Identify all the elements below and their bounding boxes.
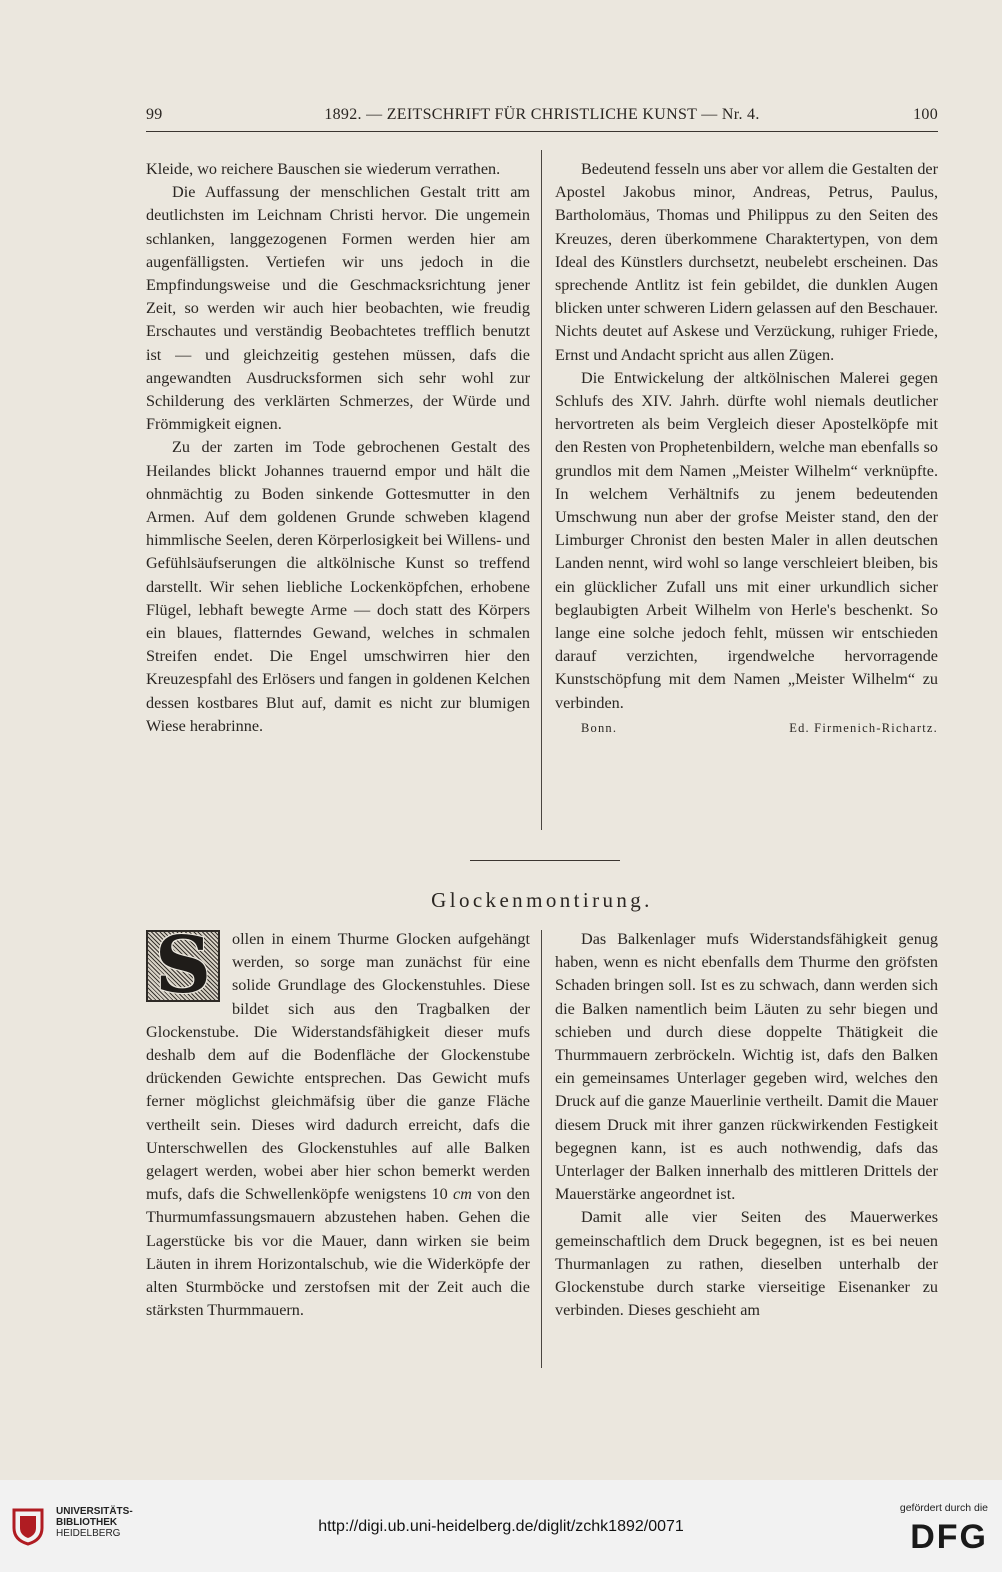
funding-note: gefördert durch die [899, 1502, 988, 1514]
signature-place: Bonn. [581, 720, 618, 735]
article2-column-right [555, 928, 938, 1322]
paragraph: Zu der zarten im Tode gebrochenen Gestalt des Heilandes blickt Johannes trauernd empor und hält die ohnmächtig zu Boden sinkende Gottesmutter in den Armen. Auf dem goldenen Grunde schweben klagend himmlische Seelen, deren Körperlosigkeit bei Willens- und Gefühlsäufserungen die altkölnische Kunst so treffend darstellt. Wir sehen liebliche Lockenköpfchen, erhobene Flügel, lebhaft bewegte Arme — doch statt des Körpers ein blaues, flatterndes Gewand, welches in schmalen Streifen endet. Die Engel umschwirren hier den Kreuzespfahl des Erlösers und fangen in goldenen Kelchen dessen kostbares Blut auf, damit es nicht zur blumigen Wiese herabrinne. [146, 438, 530, 735]
article-title: Glockenmontirung. [431, 888, 653, 912]
decorated-initial-icon [146, 920, 220, 1011]
digitization-footer [0, 1480, 1002, 1572]
signature-line [555, 717, 938, 740]
paragraph [146, 920, 531, 1322]
article1-column-left [146, 158, 530, 738]
signature-author: Ed. Firmenich-Richartz. [789, 720, 938, 735]
permalink[interactable]: http://digi.ub.uni-heidelberg.de/diglit/zchk1892/0071 [318, 1518, 684, 1535]
column-divider [541, 150, 542, 830]
article1-column-right [555, 158, 938, 740]
running-header [146, 106, 938, 130]
initial-letter: S [154, 920, 212, 1011]
article2-column-left [146, 920, 531, 1322]
paragraph: Das Balkenlager mufs Widerstandsfähigkeit genug haben, wenn es nicht ebenfalls dem Thurme den gröfsten Schaden bringen soll. Ist es zu schwach, dann werden sich die Balken namentlich beim Läuten zu sehr biegen und schieben und durch diese doppelte Thätigkeit die Thurmmauern zerbröckeln. Wichtig ist, dafs den Balken ein gemeinsames Unterlager gegeben wird, welches den Druck auf die ganze Mauerlinie vertheilt. Damit die Mauer diesem Druck mit ihrer ganzen rückwirkenden Festigkeit begegnen kann, ist es auch nothwendig, dafs das Unterlager der Balken innerhalb des mittleren Drittels der Mauerstärke angeordnet ist. [555, 930, 938, 1204]
paragraph: Bedeutend fesseln uns aber vor allem die Gestalten der Apostel Jakobus minor, Andreas, Petrus, Paulus, Bartholomäus, Thomas und Philippus zu den Seiten des Kreuzes, deren überkommene Charaktertypen, von dem Ideal des Künstlers durchsetzt, neubelebt erscheinen. Das sprechende Antlitz ist fein gebildet, die dunklen Augen blicken unter schweren Lidern gelassen auf den Beschauer. Nichts deutet auf Askese und Verzückung, ruhiger Friede, Ernst und Andacht spricht aus allen Zügen. [555, 160, 938, 364]
journal-title: 1892. — ZEITSCHRIFT FÜR CHRISTLICHE KUNST — Nr. 4. [324, 106, 760, 123]
dfg-logo-icon: DFG [910, 1518, 988, 1556]
page-number-left: 99 [146, 106, 163, 123]
unit: cm [453, 1185, 472, 1204]
paragraph-text: ollen in einem Thurme Glocken aufgehängt werden, so sorge man zunächst für eine solide Grundlage des Glockenstuhles. Diese bildet sich aus den Tragbalken der Glockenstube. Die Widerstandsfähigkeit dieser mufs deshalb dem auf die Bodenfläche der Glockenstube drückenden Gewichte entsprechen. Das Gewicht mufs ferner möglichst gleichmäfsig über die ganze Fläche vertheilt sein. Dieses wird dadurch erreicht, dafs die Unterschwellen des Glockenstuhles auf alle Balken gelagert werden, wobei aber hier schon bemerkt werden mufs, dafs die Schwellenköpfe wenigstens 10 [146, 930, 530, 1204]
header-rule [146, 131, 938, 132]
paragraph: Die Entwickelung der altkölnischen Malerei gegen Schlufs des XIV. Jahrh. dürfte wohl niemals deutlicher hervortreten als beim Vergleich dieser Apostelköpfe mit den Resten von Prophetenbildern, welche man ebenfalls so grundlos mit dem Namen „Meister Wilhelm“ verknüpfte. In welchem Verhältnifs zu jenem bedeutenden Umschwung nun aber der grofse Meister stand, den der Limburger Chronist den besten Maler in allen deutschen Landen nennt, wird wohl so lange verschleiert bleiben, bis ein glücklicher Zufall uns mit einer urkundlich sicher beglaubigten Arbeit Wilhelm von Herle's beschenkt. So lange eine solche jedoch fehlt, müssen wir entschieden darauf verzichten, irgendwelche hervorragende Kunstschöpfung mit dem Namen „Meister Wilhelm“ zu verbinden. [555, 368, 938, 712]
paragraph: Damit alle vier Seiten des Mauerwerkes gemeinschaftlich dem Druck begegnen, ist es bei neuen Thurmanlagen zu rathen, dieselben unterhalb der Glockenstube durch starke vierseitige Eisenanker zu verbinden. Dieses geschieht am [555, 1208, 938, 1320]
section-separator [470, 860, 620, 861]
column-divider [541, 930, 542, 1368]
page-number-right: 100 [913, 106, 938, 123]
paragraph-text: von den Thurmumfassungsmauern abzustehen haben. Gehen die Lagerstücke bis vor die Mauer, dann wirken sie beim Läuten in ihrem Horizontalschub, wie die Widerköpfe der alten Sturmböcke und zerstofsen mit der Zeit auch die stärksten Thurmmauern. [146, 1185, 531, 1320]
paragraph: Kleide, wo reichere Bauschen sie wiederum verrathen. [146, 160, 501, 178]
paragraph: Die Auffassung der menschlichen Gestalt tritt am deutlichsten im Leichnam Christi hervor. Die ungemein schlanken, langgezogenen Formen werden hier am augenfälligsten. Vertiefen wir uns jedoch in die Empfindungsweise und die Geschmacksrichtung jener Zeit, so werden wir auch hier beobachten, wie freudig Erschautes und verständig Beobachtetes trefflich benutzt ist — und gleichzeitig gestehen müssen, dafs die angewandten Ausdrucksformen sich sehr wohl zur Schilderung des verklärten Schmerzes, der Würde und Frömmigkeit eignen. [146, 183, 530, 434]
library-name: UNIVERSITÄTS- BIBLIOTHEK HEIDELBERG [56, 1506, 133, 1539]
